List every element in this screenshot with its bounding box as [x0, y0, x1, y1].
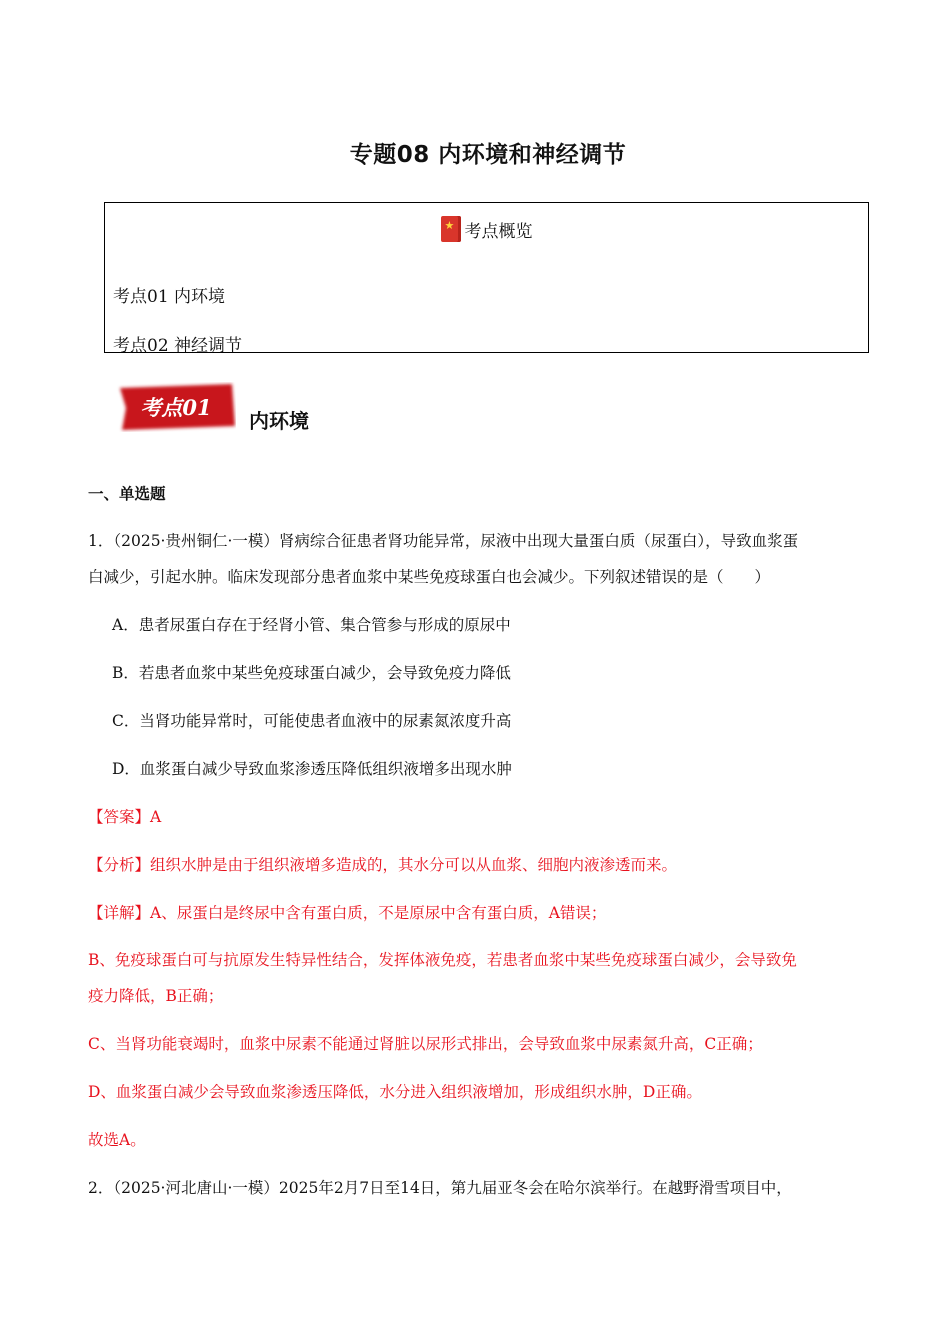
q1-conclusion: 故选A。	[88, 1131, 146, 1149]
page-title: 专题08 内环境和神经调节	[349, 142, 627, 168]
book-icon	[441, 216, 461, 242]
section-badge	[116, 382, 236, 432]
overview-item-2[interactable]: 考点02 神经调节	[113, 336, 243, 356]
q1-option-b: B．若患者血浆中某些免疫球蛋白减少，会导致免疫力降低	[112, 664, 511, 682]
q1-detail-c: C、当肾功能衰竭时，血浆中尿素不能通过肾脏以尿形式排出，会导致血浆中尿素氮升高，C正确；	[88, 1035, 763, 1053]
q1-analysis: 【分析】组织水肿是由于组织液增多造成的，其水分可以从血浆、细胞内液渗透而来。	[88, 856, 678, 874]
overview-box	[104, 202, 869, 356]
q1-option-a: A．患者尿蛋白存在于经肾小管、集合管参与形成的原尿中	[112, 616, 511, 634]
section-title: 内环境	[249, 409, 309, 433]
q1-option-d: D．血浆蛋白减少导致血浆渗透压降低组织液增多出现水肿	[112, 760, 512, 778]
q1-stem-line1: 1．（2025·贵州铜仁·一模）肾病综合征患者肾功能异常，尿液中出现大量蛋白质（尿蛋白），导致血浆蛋	[88, 532, 799, 550]
q1-detail-d: D、血浆蛋白减少会导致血浆渗透压降低，水分进入组织液增加，形成组织水肿，D正确。	[88, 1083, 702, 1101]
q1-option-c: C．当肾功能异常时，可能使患者血液中的尿素氮浓度升高	[112, 712, 512, 730]
part-heading: 一、单选题	[88, 485, 166, 503]
overview-item-1[interactable]: 考点01 内环境	[113, 287, 226, 307]
q1-detail-b-line1: B、免疫球蛋白可与抗原发生特异性结合，发挥体液免疫，若患者血浆中某些免疫球蛋白减少，会导致免	[88, 951, 797, 969]
overview-heading	[105, 216, 868, 242]
overview-heading-label: 考点概览	[464, 221, 533, 242]
q1-detail-b-line2: 疫力降低，B正确；	[88, 987, 224, 1005]
q1-stem-line2: 白减少，引起水肿。临床发现部分患者血浆中某些免疫球蛋白也会减少。下列叙述错误的是（ ）	[88, 568, 771, 586]
q1-answer: 【答案】A	[88, 808, 162, 826]
q1-detail: 【详解】A、尿蛋白是终尿中含有蛋白质，不是原尿中含有蛋白质，A错误；	[88, 904, 607, 922]
q2-stem-line1: 2．（2025·河北唐山·一模）2025年2月7日至14日，第九届亚冬会在哈尔滨举行。在越野滑雪项目中，	[88, 1179, 792, 1197]
badge-label: 考点01	[140, 395, 212, 420]
